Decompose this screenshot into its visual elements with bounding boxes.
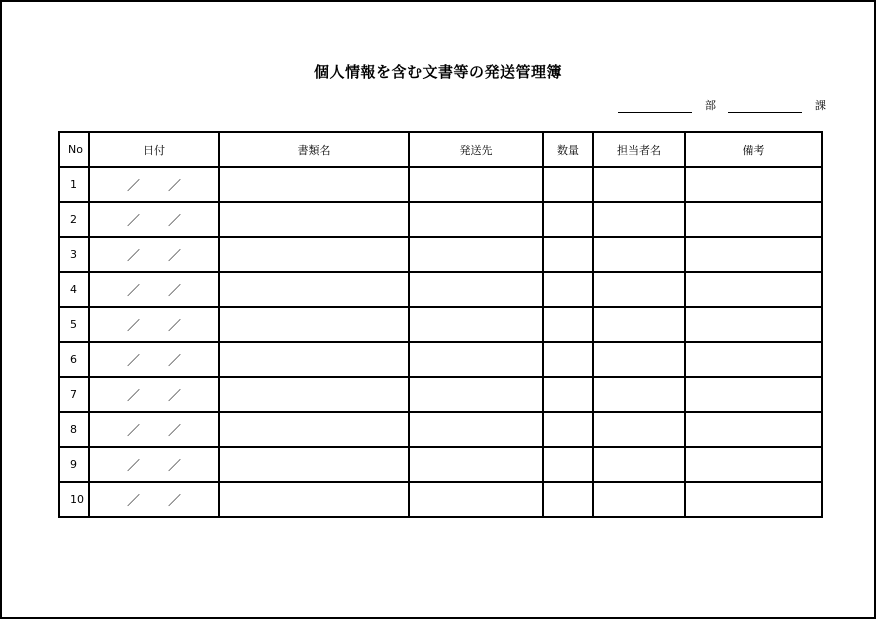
person-in-charge-cell[interactable] — [593, 412, 685, 447]
document-name-cell[interactable] — [219, 237, 409, 272]
row-number: 4 — [59, 272, 89, 307]
department-section-line — [618, 98, 826, 113]
date-slash: ／ — [126, 249, 140, 264]
table-row — [59, 482, 822, 517]
date-cell[interactable] — [89, 237, 219, 272]
date-cell[interactable] — [89, 342, 219, 377]
quantity-cell[interactable] — [543, 412, 593, 447]
date-separators — [127, 280, 181, 299]
remarks-cell[interactable] — [685, 167, 822, 202]
person-in-charge-cell[interactable] — [593, 202, 685, 237]
date-separators — [127, 420, 181, 439]
header-document-name: 書類名 — [219, 132, 409, 167]
row-number: 2 — [59, 202, 89, 237]
table-row — [59, 447, 822, 482]
date-cell[interactable] — [89, 482, 219, 517]
table-row — [59, 412, 822, 447]
quantity-cell[interactable] — [543, 167, 593, 202]
date-slash: ／ — [126, 424, 140, 439]
date-separators — [127, 210, 181, 229]
date-separators — [127, 315, 181, 334]
date-cell[interactable] — [89, 412, 219, 447]
row-number: 9 — [59, 447, 89, 482]
quantity-cell[interactable] — [543, 482, 593, 517]
date-slash: ／ — [126, 284, 140, 299]
date-slash: ／ — [168, 424, 182, 439]
document-name-cell[interactable] — [219, 202, 409, 237]
department-label: 部 — [705, 99, 716, 112]
remarks-cell[interactable] — [685, 412, 822, 447]
section-blank[interactable] — [728, 98, 802, 113]
table-row — [59, 307, 822, 342]
person-in-charge-cell[interactable] — [593, 447, 685, 482]
date-slash: ／ — [168, 459, 182, 474]
section-label: 課 — [815, 99, 826, 112]
document-name-cell[interactable] — [219, 447, 409, 482]
date-slash: ／ — [168, 494, 182, 509]
department-blank[interactable] — [618, 98, 692, 113]
remarks-cell[interactable] — [685, 272, 822, 307]
row-number: 8 — [59, 412, 89, 447]
row-number: 10 — [59, 482, 89, 517]
quantity-cell[interactable] — [543, 447, 593, 482]
quantity-cell[interactable] — [543, 272, 593, 307]
header-quantity: 数量 — [543, 132, 593, 167]
quantity-cell[interactable] — [543, 342, 593, 377]
date-slash: ／ — [168, 319, 182, 334]
destination-cell[interactable] — [409, 482, 543, 517]
person-in-charge-cell[interactable] — [593, 167, 685, 202]
row-number: 1 — [59, 167, 89, 202]
document-name-cell[interactable] — [219, 377, 409, 412]
table-row — [59, 377, 822, 412]
destination-cell[interactable] — [409, 412, 543, 447]
date-slash: ／ — [168, 179, 182, 194]
date-separators — [127, 175, 181, 194]
person-in-charge-cell[interactable] — [593, 307, 685, 342]
quantity-cell[interactable] — [543, 307, 593, 342]
table-body — [59, 167, 822, 517]
date-slash: ／ — [126, 214, 140, 229]
document-name-cell[interactable] — [219, 272, 409, 307]
date-separators — [127, 490, 181, 509]
header-person-in-charge: 担当者名 — [593, 132, 685, 167]
table-row — [59, 202, 822, 237]
date-cell[interactable] — [89, 202, 219, 237]
remarks-cell[interactable] — [685, 202, 822, 237]
quantity-cell[interactable] — [543, 237, 593, 272]
date-cell[interactable] — [89, 377, 219, 412]
row-number: 6 — [59, 342, 89, 377]
date-cell[interactable] — [89, 307, 219, 342]
date-slash: ／ — [168, 284, 182, 299]
date-slash: ／ — [126, 319, 140, 334]
table-row — [59, 237, 822, 272]
table-row — [59, 272, 822, 307]
person-in-charge-cell[interactable] — [593, 482, 685, 517]
header-no: No — [59, 132, 89, 167]
date-cell[interactable] — [89, 167, 219, 202]
date-slash: ／ — [168, 249, 182, 264]
remarks-cell[interactable] — [685, 377, 822, 412]
header-destination: 発送先 — [409, 132, 543, 167]
row-number: 3 — [59, 237, 89, 272]
date-slash: ／ — [126, 459, 140, 474]
quantity-cell[interactable] — [543, 377, 593, 412]
destination-cell[interactable] — [409, 167, 543, 202]
destination-cell[interactable] — [409, 202, 543, 237]
remarks-cell[interactable] — [685, 237, 822, 272]
row-number: 5 — [59, 307, 89, 342]
header-date: 日付 — [89, 132, 219, 167]
date-slash: ／ — [126, 179, 140, 194]
date-separators — [127, 245, 181, 264]
document-name-cell[interactable] — [219, 167, 409, 202]
remarks-cell[interactable] — [685, 447, 822, 482]
person-in-charge-cell[interactable] — [593, 377, 685, 412]
date-separators — [127, 455, 181, 474]
document-name-cell[interactable] — [219, 307, 409, 342]
person-in-charge-cell[interactable] — [593, 237, 685, 272]
destination-cell[interactable] — [409, 377, 543, 412]
remarks-cell[interactable] — [685, 307, 822, 342]
table-row — [59, 167, 822, 202]
remarks-cell[interactable] — [685, 342, 822, 377]
document-name-cell[interactable] — [219, 482, 409, 517]
date-separators — [127, 350, 181, 369]
person-in-charge-cell[interactable] — [593, 272, 685, 307]
destination-cell[interactable] — [409, 237, 543, 272]
date-slash: ／ — [126, 389, 140, 404]
quantity-cell[interactable] — [543, 202, 593, 237]
destination-cell[interactable] — [409, 272, 543, 307]
table-row — [59, 342, 822, 377]
row-number: 7 — [59, 377, 89, 412]
destination-cell[interactable] — [409, 307, 543, 342]
date-cell[interactable] — [89, 447, 219, 482]
header-remarks: 備考 — [685, 132, 822, 167]
destination-cell[interactable] — [409, 447, 543, 482]
date-slash: ／ — [168, 354, 182, 369]
table-header-row — [59, 132, 822, 167]
date-slash: ／ — [126, 494, 140, 509]
shipping-log-table — [58, 131, 823, 518]
remarks-cell[interactable] — [685, 482, 822, 517]
date-separators — [127, 385, 181, 404]
date-cell[interactable] — [89, 272, 219, 307]
date-slash: ／ — [168, 214, 182, 229]
date-slash: ／ — [168, 389, 182, 404]
destination-cell[interactable] — [409, 342, 543, 377]
document-name-cell[interactable] — [219, 342, 409, 377]
date-slash: ／ — [126, 354, 140, 369]
person-in-charge-cell[interactable] — [593, 342, 685, 377]
document-name-cell[interactable] — [219, 412, 409, 447]
page-title: 個人情報を含む文書等の発送管理簿 — [313, 63, 562, 81]
